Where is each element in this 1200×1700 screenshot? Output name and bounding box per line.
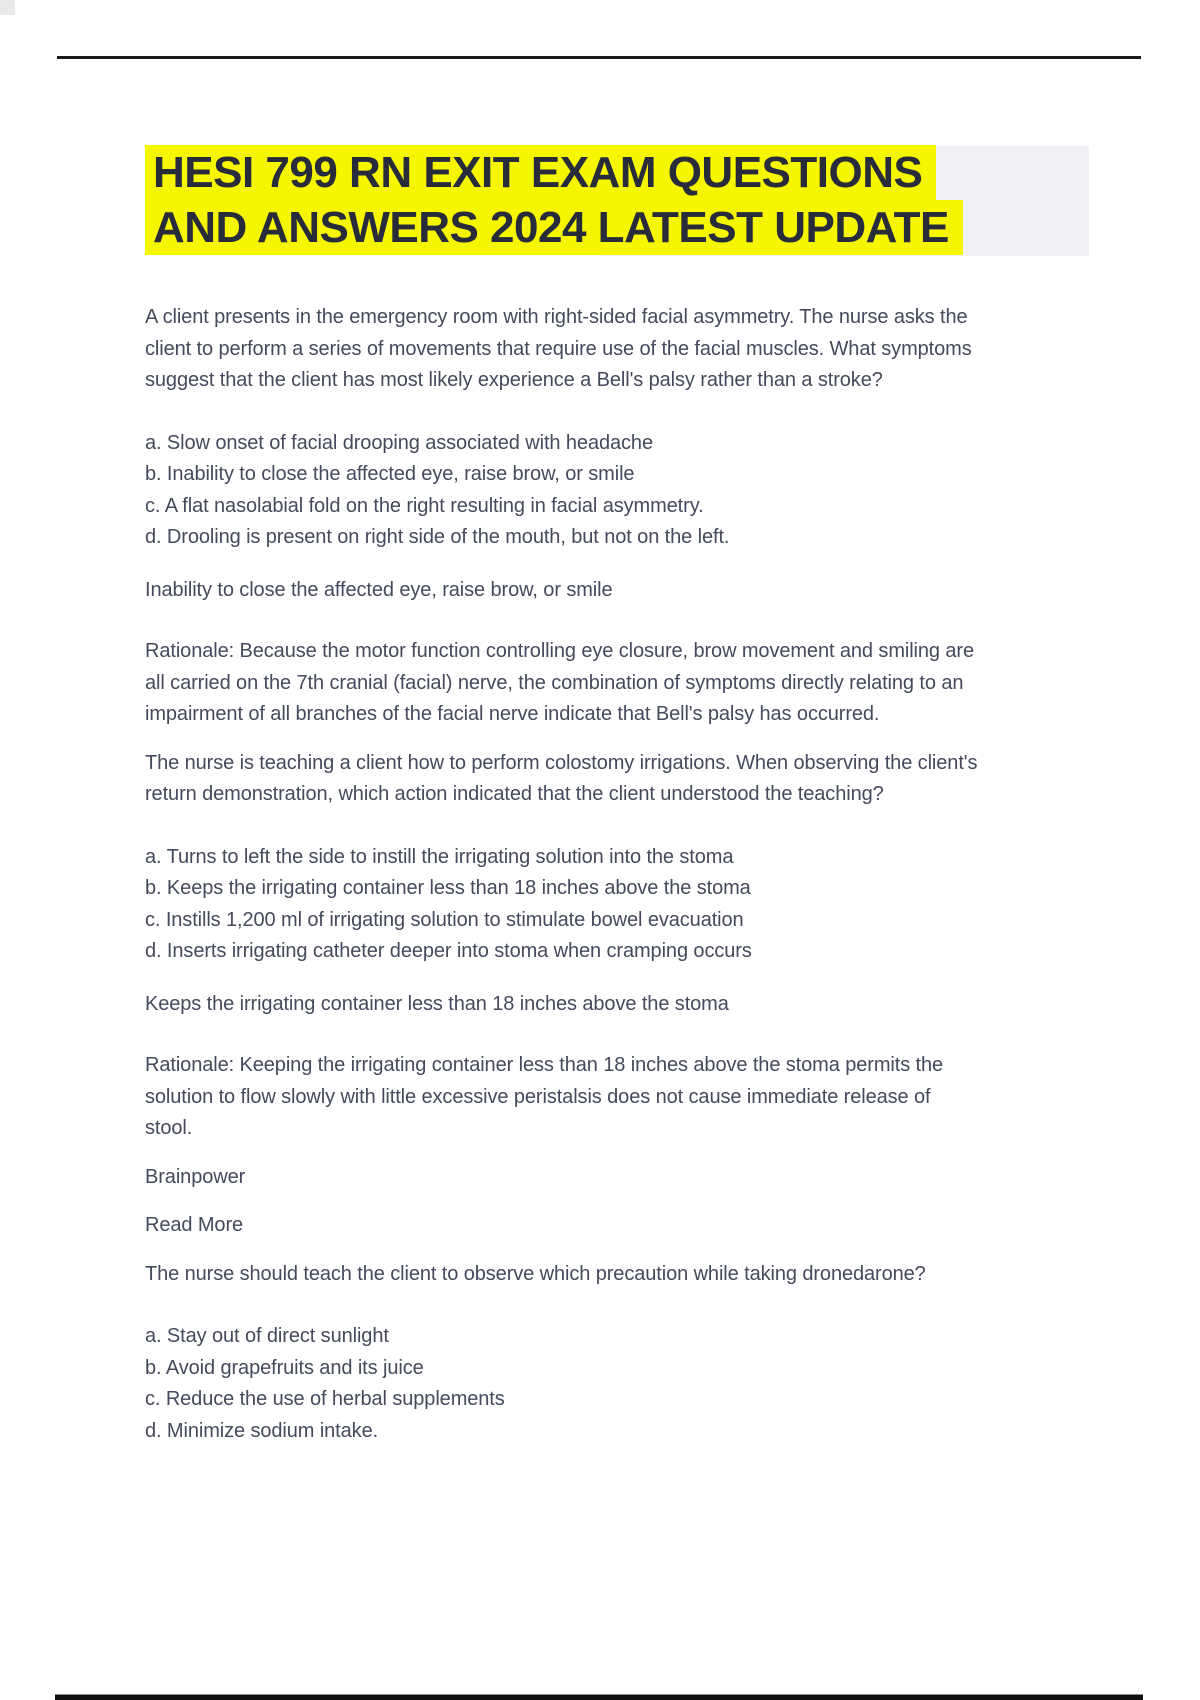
question-2-rationale-line: Rationale: Keeping the irrigating container less than 18 inches above the stoma permits the <box>145 1054 944 1076</box>
page-title-line-2: AND ANSWERS 2024 LATEST UPDATE <box>145 200 963 255</box>
page-title-line-1: HESI 799 RN EXIT EXAM QUESTIONS <box>145 145 936 200</box>
question-1-line: suggest that the client has most likely experience a Bell's palsy rather than a stroke? <box>145 369 883 391</box>
question-1-rationale-line: Rationale: Because the motor function controlling eye closure, brow movement and smiling are <box>145 640 975 662</box>
question-2-line: return demonstration, which action indicated that the client understood the teaching? <box>145 783 884 805</box>
question-1-line: client to perform a series of movements that require use of the facial muscles. What symptoms <box>145 337 972 360</box>
top-rule <box>57 56 1141 59</box>
question-1-options <box>145 428 1065 554</box>
bottom-bar <box>55 1694 1143 1700</box>
question-2-line: The nurse is teaching a client how to perform colostomy irrigations. When observing the client's <box>145 751 978 774</box>
question-2-rationale-line: solution to flow slowly with little excessive peristalsis does not cause immediate release of <box>145 1085 931 1108</box>
question-3-options-line: b. Avoid grapefruits and its juice <box>145 1356 424 1379</box>
question-1-rationale <box>145 636 1065 731</box>
question-3 <box>145 1259 1065 1291</box>
question-3-options-line: d. Minimize sodium intake. <box>145 1419 379 1442</box>
question-3-line: The nurse should teach the client to observe which precaution while taking dronedarone? <box>145 1262 926 1285</box>
document-content <box>145 302 1065 1464</box>
question-2-rationale-line: stool. <box>145 1117 193 1139</box>
question-2-options-line: a. Turns to left the side to instill the irrigating solution into the stoma <box>145 845 734 868</box>
question-1-rationale-line: impairment of all branches of the facial nerve indicate that Bell's palsy has occurred. <box>145 703 880 725</box>
read-more-label <box>145 1210 1065 1242</box>
brainpower-label <box>145 1162 1065 1194</box>
question-3-options-line: a. Stay out of direct sunlight <box>145 1325 389 1347</box>
question-2-options <box>145 842 1065 968</box>
read-more-label-line: Read More <box>145 1214 244 1236</box>
question-2 <box>145 748 1065 811</box>
question-2-answer <box>145 989 1065 1021</box>
question-1-line: A client presents in the emergency room with right-sided facial asymmetry. The nurse asks the <box>145 306 968 328</box>
question-2-rationale <box>145 1050 1065 1145</box>
question-1 <box>145 302 1065 397</box>
question-2-options-line: b. Keeps the irrigating container less than 18 inches above the stoma <box>145 877 751 899</box>
page-title <box>145 145 963 255</box>
question-3-options <box>145 1321 1065 1447</box>
question-2-options-line: c. Instills 1,200 ml of irrigating solution to stimulate bowel evacuation <box>145 908 744 931</box>
question-1-answer <box>145 575 1065 607</box>
question-1-options-line: a. Slow onset of facial drooping associated with headache <box>145 431 653 454</box>
question-2-options-line: d. Inserts irrigating catheter deeper into stoma when cramping occurs <box>145 940 752 962</box>
question-3-options-line: c. Reduce the use of herbal supplements <box>145 1388 505 1410</box>
question-1-rationale-line: all carried on the 7th cranial (facial) nerve, the combination of symptoms directly relating to an <box>145 671 964 694</box>
question-1-options-line: b. Inability to close the affected eye, raise brow, or smile <box>145 463 635 485</box>
question-1-answer-line: Inability to close the affected eye, raise brow, or smile <box>145 578 613 601</box>
question-1-options-line: c. A flat nasolabial fold on the right resulting in facial asymmetry. <box>145 494 704 517</box>
question-1-options-line: d. Drooling is present on right side of the mouth, but not on the left. <box>145 526 730 548</box>
question-2-answer-line: Keeps the irrigating container less than 18 inches above the stoma <box>145 992 729 1015</box>
corner-artifact <box>0 0 15 15</box>
brainpower-label-line: Brainpower <box>145 1165 246 1188</box>
